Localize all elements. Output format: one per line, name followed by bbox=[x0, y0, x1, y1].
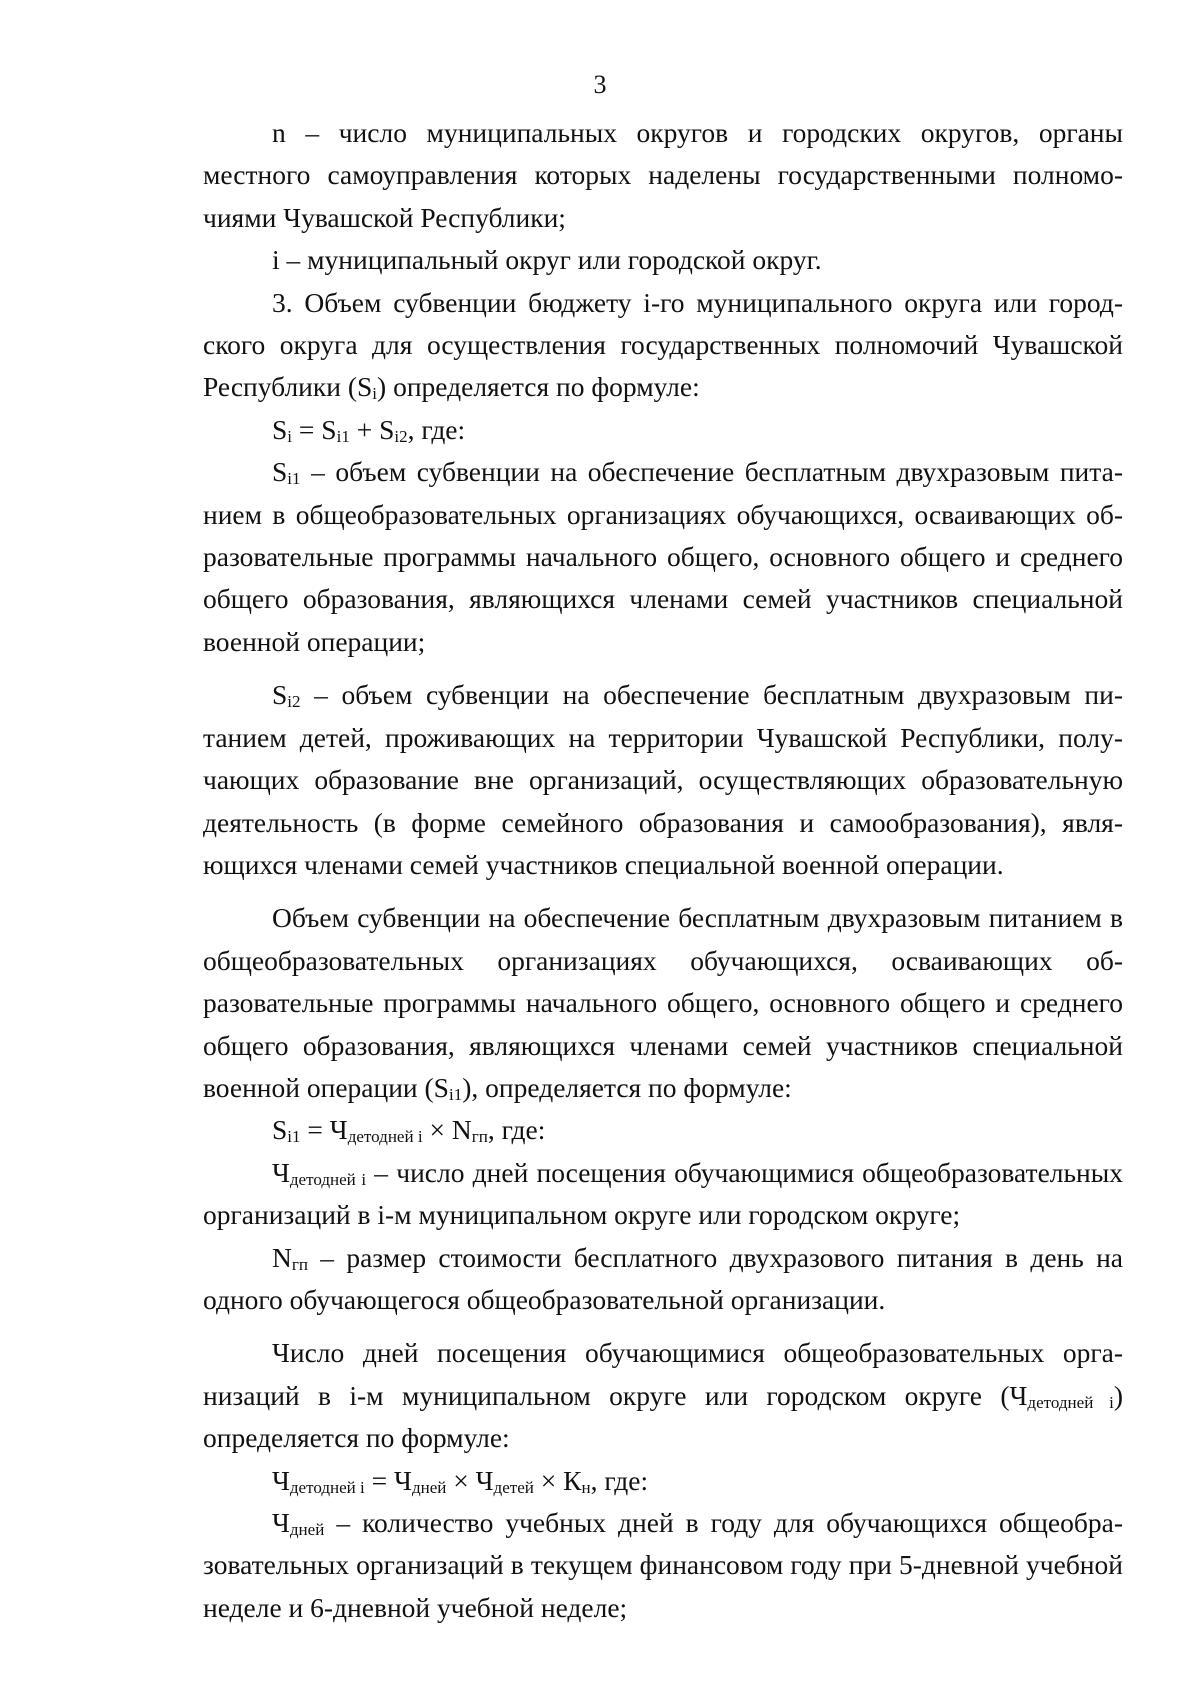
subscript: i1 bbox=[287, 1127, 301, 1147]
subscript: детей bbox=[493, 1477, 534, 1497]
subscript: i2 bbox=[287, 692, 301, 712]
subscript: i1 bbox=[287, 469, 301, 489]
subscript: i bbox=[287, 426, 293, 446]
subscript: детодней i bbox=[347, 1127, 423, 1147]
subscript: i1 bbox=[448, 1085, 463, 1104]
subscript: н bbox=[581, 1477, 591, 1497]
subscript: i2 bbox=[394, 426, 408, 446]
paragraph-si2-definition: $S_{i2}$ – объем субвенции на обеспечение бесплатным двухразовым питанием детей, проживающих на территории Чувашской Республики, получающих образование вне организаций, осуществляющих образовательную деятельность (в форме семейного образования и самообразования), являющихся членами семей участников специальной военной операции. bbox=[203, 679, 1123, 880]
paragraph-n-definition: n – число муниципальных округов и городских округов, органы местного самоуправления которых наделены государственными полномочиями Чувашской Республики; bbox=[203, 117, 1123, 233]
subscript: детодней i bbox=[289, 1477, 365, 1497]
paragraph-subvention-volume: 3. Объем субвенции бюджету i-го муниципального округа или городского округа для осуществления государственных полномочий Чувашской Республики $(S_i)$ определяется по формуле: bbox=[203, 286, 1123, 404]
paragraph-child-days-definition: $Ч_{детодней i}$ – число дней посещения обучающимися общеобразовательных организаций в i-м муниципальном округе или городском округе; bbox=[203, 1156, 1123, 1231]
page-number: 3 bbox=[593, 70, 607, 99]
subscript: детодней i bbox=[1027, 1392, 1114, 1412]
formula-si1: $S_{i1} = Ч_{детодней i} \times N_{гп}$, где: bbox=[272, 1114, 546, 1147]
subscript: i1 bbox=[336, 426, 350, 446]
subscript: i bbox=[372, 384, 378, 404]
formula-child-days: $Ч_{детодней i} = Ч_{дней} \times Ч_{детей} \times К_н$, где: bbox=[272, 1464, 649, 1497]
subscript: гп bbox=[471, 1127, 488, 1147]
subscript: дней bbox=[411, 1477, 447, 1497]
paragraph-si1-volume: Объем субвенции на обеспечение бесплатным двухразовым питанием в общеобразовательных организациях обучающихся, осваивающих образовательные программы начального общего, основного общего и среднего общего образования, являющихся членами семей участников специальной военной операции $(S_{i1})$, определяется по формуле: bbox=[203, 902, 1123, 1104]
paragraph-si1-definition: $S_{i1}$ – объем субвенции на обеспечение бесплатным двухразовым питанием в общеобразовательных организациях обучающихся, осваивающих образовательные программы начального общего, основного общего и среднего общего образования, являющихся членами семей участников специальной военной операции; bbox=[203, 456, 1123, 657]
subscript: гп bbox=[291, 1254, 308, 1274]
document-body bbox=[203, 112, 1123, 1629]
paragraph-days-definition: $Ч_{дней}$ – количество учебных дней в году для обучающихся общеобразовательных организаций в текущем финансовом году при 5-дневной учебной неделе и 6-дневной учебной неделе; bbox=[203, 1507, 1123, 1623]
subscript: дней bbox=[289, 1520, 325, 1540]
formula-si: $S_i = S_{i1} + S_{i2}$, где: bbox=[272, 413, 466, 446]
paragraph-ngp-definition: $N_{гп}$ – размер стоимости бесплатного двухразового питания в день на одного обучающегося общеобразовательной организации. bbox=[203, 1241, 1123, 1315]
paragraph-child-days-volume: Число дней посещения обучающимися общеобразовательных организаций в i-м муниципальном округе или городском округе $(Ч_{детодней i})$ определяется по формуле: bbox=[203, 1337, 1123, 1454]
paragraph-i-definition: i – муниципальный округ или городской округ. bbox=[272, 244, 822, 276]
subscript: детодней i bbox=[289, 1169, 367, 1189]
